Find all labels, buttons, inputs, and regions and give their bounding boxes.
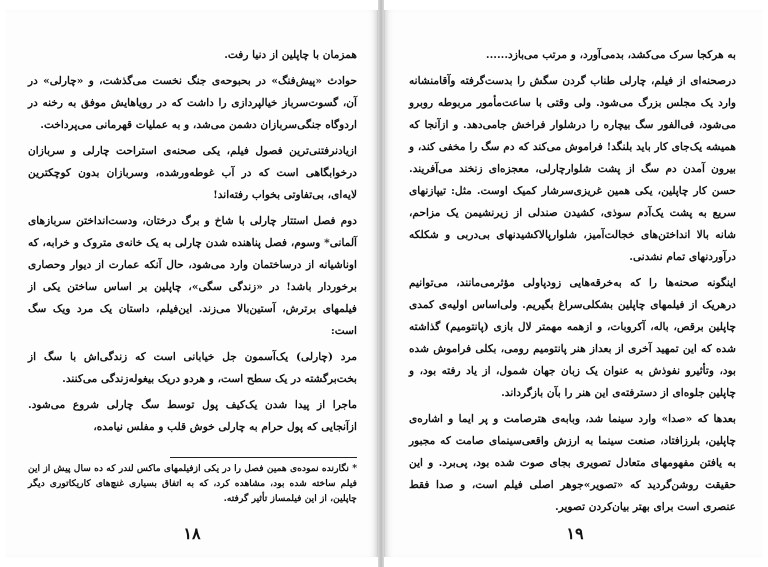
paragraph: اینگونه صحنه‌ها را که به‌خرقه‌هایی زودپاولی مؤثرمی‌مانند، می‌توانیم درهریک از فیلمهای چاپلین بشکلی‌سراغ بگیریم. ولی‌اساس اولیه‌ی کمدی چاپلین برقص، باله، آکروبات، و ازهمه مهمتر لال بازی (پانتومیم) گذاشته شده که این تمهید آخری از بعداز هنر پانتومیم رومی، بکلی فراموش شده بود، وتأثیرو نفوذش به عنوان یک زبان جهان شمول، از یاد رفته بود، و چاپلین جلوه‌ای از دسترفته‌ی این هنر را بآن بازگرداند. (409, 277, 736, 399)
paragraph: درصحنه‌ای از فیلم، چارلی طناب گردن سگش را بدست‌گرفته وآقامنشانه وارد یک مجلس بزرگ می‌شود. ولی وقتی با ساعت‌مأمور مربوطه روبرو می‌شود، فی‌الفور سگ بیچاره را درشلوار فراخش جامی‌دهد. و ازآنجا که همیشه یک‌جای کار باید بلنگد! فراموش می‌کند که دم سگ را مخفی کند، و بیرون آمدن دم سگ از پشت شلوارچارلی، معجزه‌ای زنخند می‌آفریند. حسن کار چاپلین، یکی همین غریزی‌سرشار کمیک اوست. مثل: تیپازنهای سریع به پشت یک‌آدم سوذی، کشیدن صندلی از زیرنشیمن یک مزاحم، شانه بالا انداختن‌های خجالت‌آمیز، شلوارپالاکشیدنهای بی‌دربی و شکلکه درآوردنهای تمام نشدنی. (409, 75, 736, 263)
page-number: ۱۸ (183, 524, 201, 543)
paragraph: به هرکجا سرک می‌کشد، بدمی‌آورد، و مرتب می‌بازد...... (485, 49, 736, 61)
left-page-body (28, 44, 357, 442)
right-page (384, 10, 762, 557)
footnote: * نگارنده نموده‌ی همین فصل را در یکی ازفیلمهای ماکس لندر که ده سال پیش از این فیلم ساخته شده بود، مشاهده کرد، که به اتفاق بسیاری غنچ‌های کاریکاتوری دیگر چاپلین، از این فیلمساز تأثیر گرفته. (28, 463, 357, 504)
paragraph: همزمان با چاپلین از دنیا رفت. (224, 49, 357, 61)
paragraph: ماجرا از پیدا شدن یک‌کیف پول توسط سگ چارلی شروع می‌شود. ازآنجایی که پول حرام به چارلی خوش قلب و مفلس نیامده، (28, 399, 357, 433)
paragraph: دوم فصل استتار چارلی با شاخ و برگ درختان، ودست‌انداختن سربازهای آلمانی* وسوم، فصل پناهنده شدن چارلی به یک خانه‌ی متروک و خرابه، که اوناشیانه از درساختمان وارد می‌شود، حال آنکه عمارت از دیوار وحصاری برخوردار باشد! در «زندگی سگی»، چاپلین بر اساس ساختن یکی از فیلمهای برترش، آستین‌بالا می‌زند. این‌فیلم، داستان یک مرد ویک سگ است: (28, 215, 357, 337)
footnote-divider (170, 457, 357, 458)
paragraph: ازیادنرفتنی‌ترین فصول فیلم، یکی صحنه‌ی استراحت چارلی و سربازان درخوابگاهی است که در آب غوطه‌ورشده، وسربازان بدون کوچکترین لایه‌ای، بی‌تفاوتی بخواب رفته‌اند! (28, 145, 357, 201)
paragraph: بعدها که «صدا» وارد سینما شد، وبابه‌ی هترصامت و پر ایما و اشاره‌ی چاپلین، بلرزافتاد، صنعت سینما به ارزش واقعی‌سینمای صامت که مجبور به یافتن مفهومهای متعادل تصویری بجای صوت شده بود، پی‌برد. و این حقیقت روشن‌گردید که «تصویر»جوهر اصلی فیلم است، و صدا فقط عنصری است برای بهتر بیان‌کردن تصویر. (409, 413, 736, 513)
page-number: ۱۹ (566, 524, 584, 543)
left-page (6, 10, 378, 557)
paragraph: مرد (چارلی) یک‌آسمون جل خیابانی است که زندگی‌اش با سگ از بخت‌برگشته در یک سطح است، و هردو دریک بیغوله‌زندگی می‌کنند. (28, 351, 357, 385)
paragraph: حوادث «پیش‌فنگ» در بحبوحه‌ی جنگ نخست می‌گذشت، و «چارلی» در آن، گسوت‌سرباز خیالپردازی را داشت که در رویاهایش موفق به رخنه در اردوگاه جنگی‌سربازان دشمن می‌شد، و به عملیات قهرمانی می‌پرداخت. (28, 75, 357, 131)
right-page-body (409, 44, 736, 522)
